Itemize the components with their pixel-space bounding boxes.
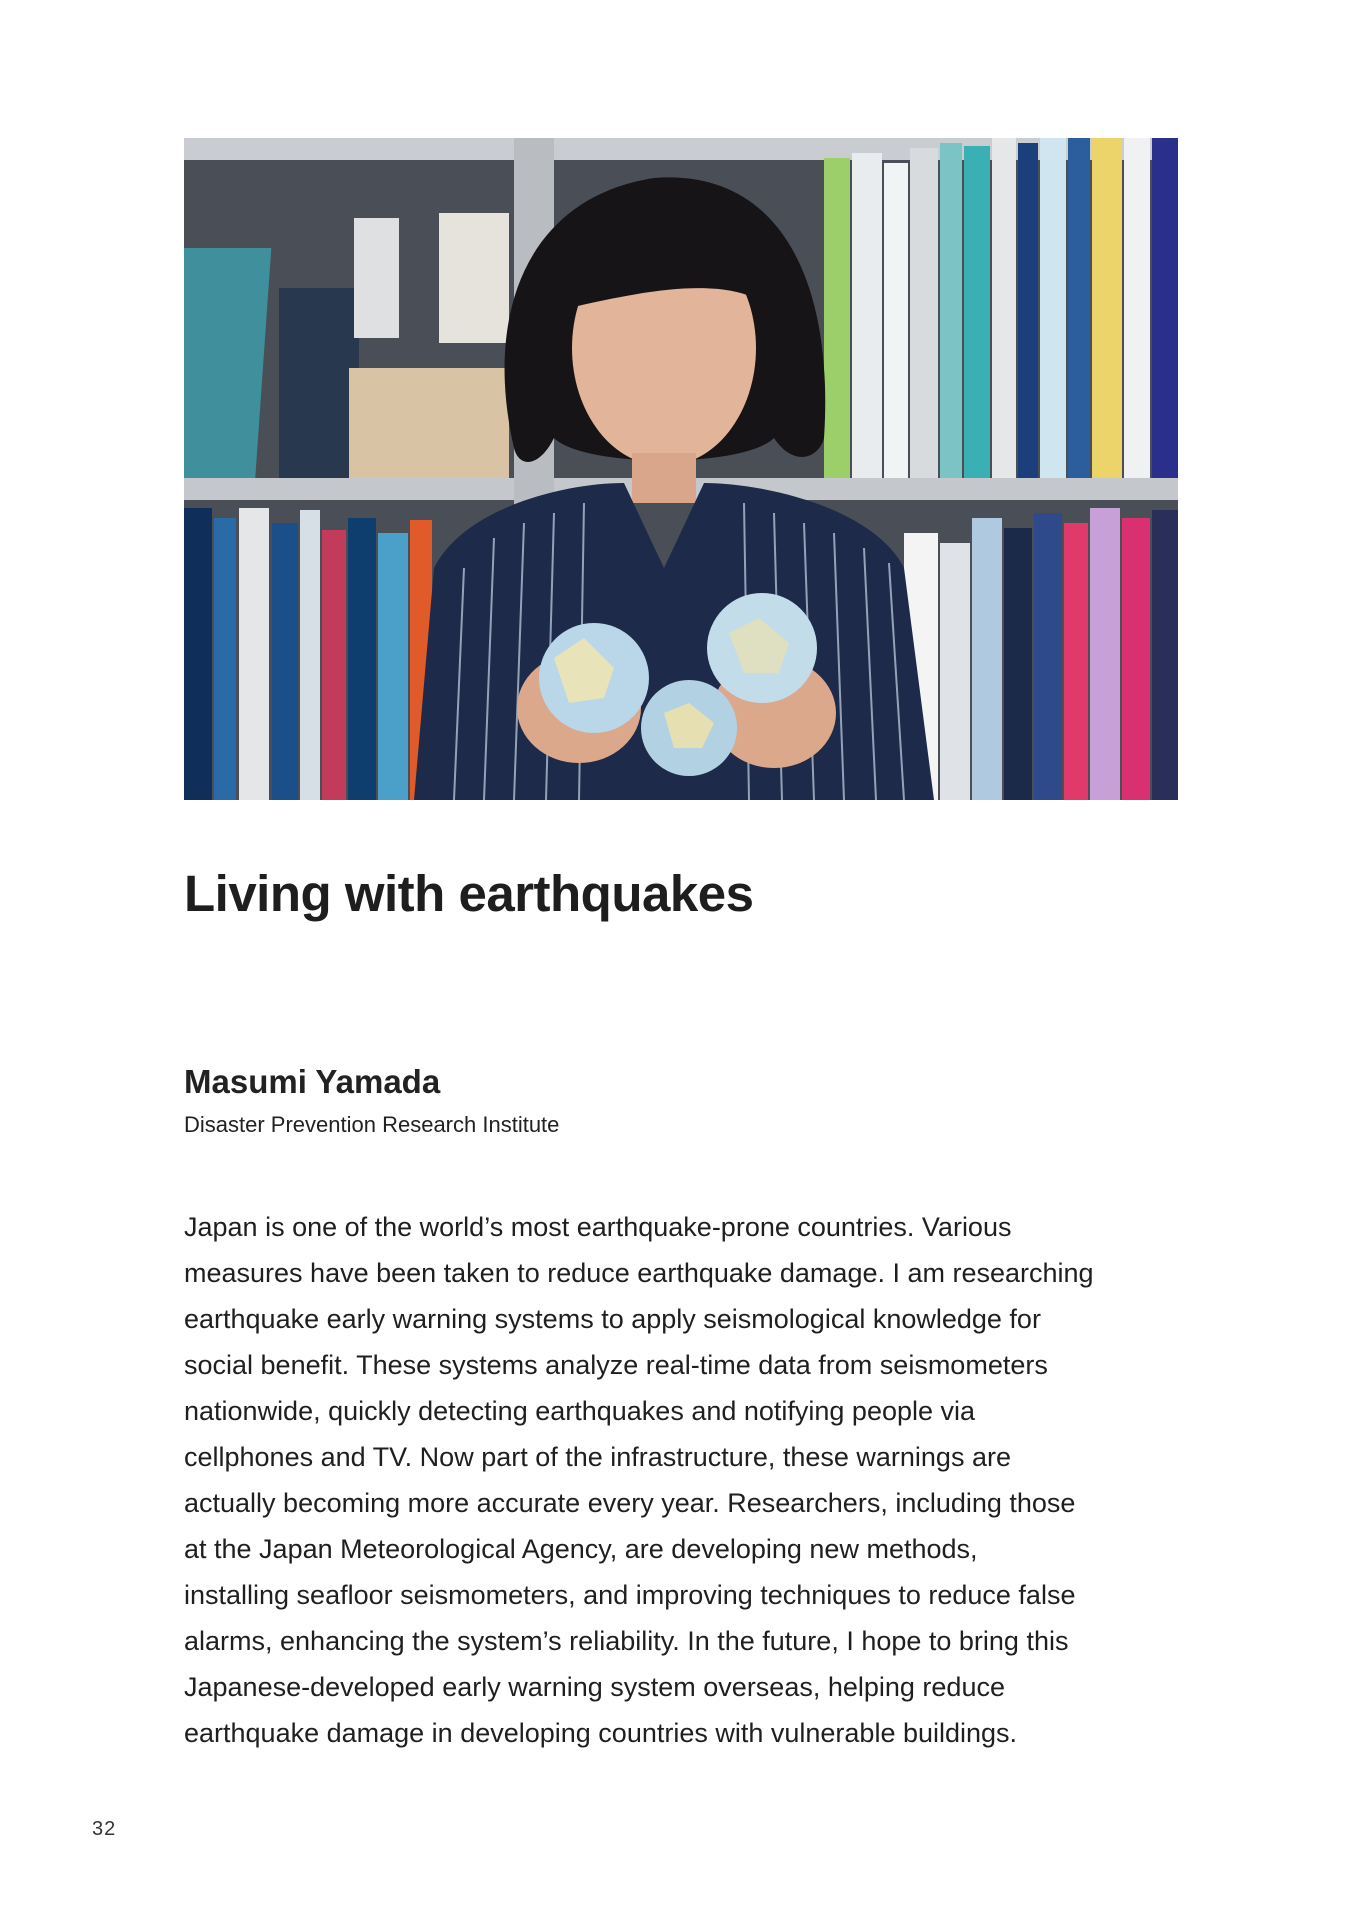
body-line: cellphones and TV. Now part of the infrastructure, these warnings are [184,1442,1011,1472]
body-line: nationwide, quickly detecting earthquakes and notifying people via [184,1396,976,1426]
body-line: actually becoming more accurate every year. Researchers, including those [184,1488,1076,1518]
body-line: installing seafloor seismometers, and improving techniques to reduce false [184,1580,1076,1610]
portrait-photo [184,138,1178,800]
body-line: measures have been taken to reduce earthquake damage. I am researching [184,1258,1094,1288]
body-line: earthquake damage in developing countries with vulnerable buildings. [184,1718,1018,1748]
author-name: Masumi Yamada [184,1063,441,1100]
portrait-photo-illustration [184,138,1178,800]
body-line: earthquake early warning systems to apply seismological knowledge for [184,1304,1041,1334]
body-line: alarms, enhancing the system’s reliability. In the future, I hope to bring this [184,1626,1069,1656]
article-body [184,1204,1184,1756]
author-affiliation: Disaster Prevention Research Institute [184,1112,560,1137]
article-title: Living with earthquakes [184,865,754,922]
body-line: social benefit. These systems analyze real-time data from seismometers [184,1350,1048,1380]
body-line: at the Japan Meteorological Agency, are developing new methods, [184,1534,978,1564]
body-line: Japanese-developed early warning system overseas, helping reduce [184,1672,1005,1702]
body-line: Japan is one of the world’s most earthquake-prone countries. Various [184,1212,1012,1242]
page-number: 32 [92,1818,117,1840]
